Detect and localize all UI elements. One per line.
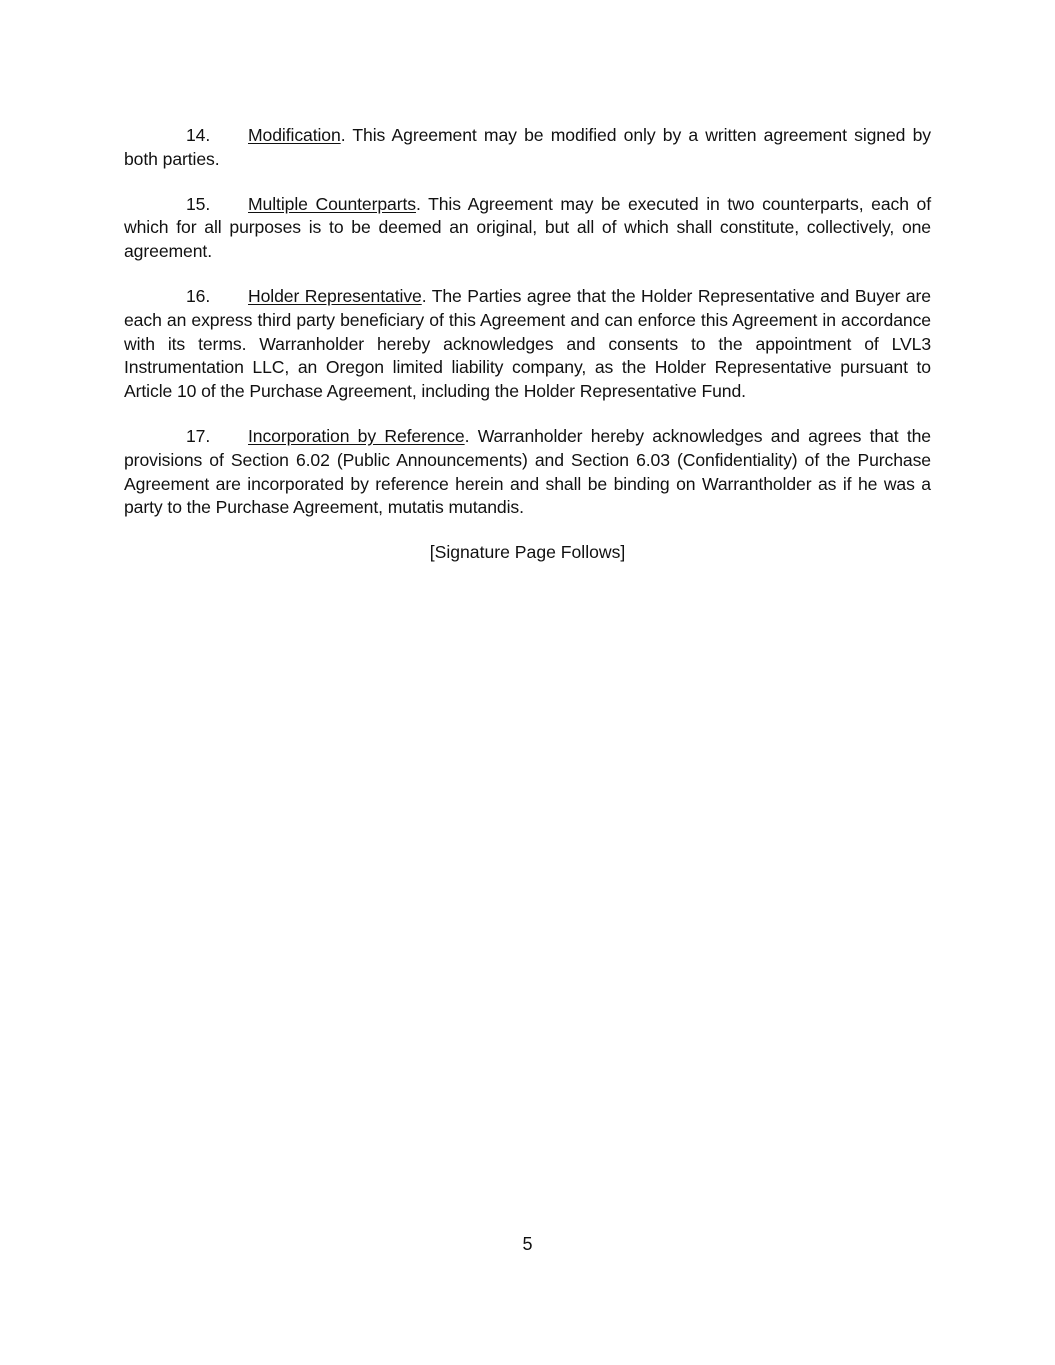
section-number: 14.	[186, 125, 211, 145]
document-body	[124, 124, 931, 583]
section-text: . This Agreement may be executed in two counterparts, each of which for all purposes is to be deemed an original, but all of which shall constitute, collectively, one agreement.	[124, 193, 931, 262]
signature-page-note: [Signature Page Follows]	[429, 542, 626, 563]
section-16	[124, 285, 931, 404]
section-number: 17.	[186, 425, 211, 446]
section-heading: Modification	[248, 125, 341, 145]
section-17	[124, 425, 931, 520]
section-number: 16.	[186, 285, 211, 306]
section-14	[124, 124, 931, 172]
page-number: 5	[522, 1234, 533, 1254]
section-number: 15.	[186, 193, 211, 214]
section-15	[124, 193, 931, 264]
section-text: . This Agreement may be modified only by a written agreement signed by both parties.	[124, 125, 931, 169]
section-heading: Incorporation by Reference	[248, 425, 465, 446]
section-heading: Holder Representative	[248, 285, 422, 306]
section-text: . Warranholder hereby acknowledges and agrees that the provisions of Section 6.02 (Public Announcements) and Section 6.03 (Confidentiality) of the Purchase Agreement are incorporated by reference herein and shall be binding on Warrantholder as if he was a party to the Purchase Agreement, mutatis mutandis.	[124, 425, 931, 518]
section-text: . The Parties agree that the Holder Representative and Buyer are each an express third party beneficiary of this Agreement and can enforce this Agreement in accordance with its terms. Warranholder hereby acknowledges and consents to the appointment of LVL3 Instrumentation LLC, an Oregon limited liability company, as the Holder Representative pursuant to Article 10 of the Purchase Agreement, including the Holder Representative Fund.	[124, 285, 931, 402]
section-heading: Multiple Counterparts	[248, 193, 416, 214]
